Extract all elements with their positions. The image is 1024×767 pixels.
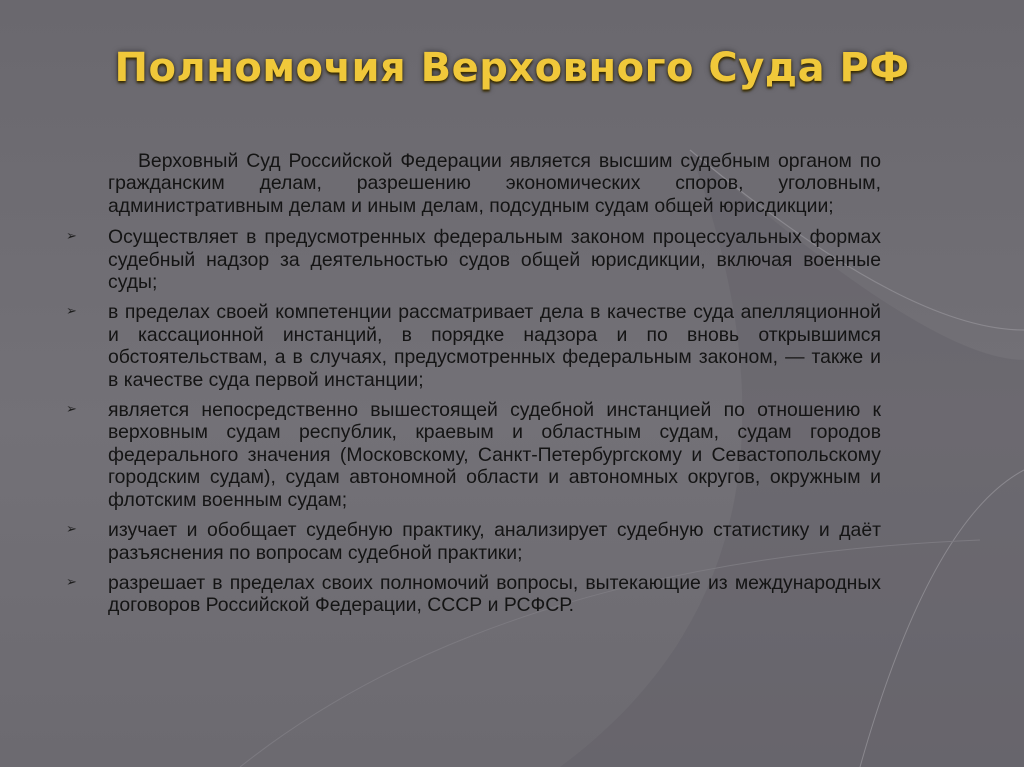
arrow-bullet-icon: ➢ [66,229,77,245]
slide-body [66,150,881,625]
list-item [66,519,881,564]
arrow-bullet-icon: ➢ [66,402,77,418]
list-item [66,572,881,617]
list-item [66,226,881,293]
arrow-bullet-icon: ➢ [66,522,77,538]
list-item [66,399,881,511]
list-item-text: разрешает в пределах своих полномочий вопросы, вытекающие из международных договоров Российской Федерации, СССР и РСФСР. [108,571,881,617]
list-item-text: является непосредственно вышестоящей судебной инстанцией по отношению к верховным судам республик, краевым и областным судам, судам городов федерального значения (Московскому, Санкт-Петербургскому и Севастопольскому городским судам), судам автономной области и автономных округов, окружным и флотским военным судам; [108,399,881,511]
arrow-bullet-icon: ➢ [66,304,77,320]
intro-paragraph: Верховный Суд Российской Федерации является высшим судебным органом по гражданским делам, разрешению экономических споров, уголовным, административным делам и иным делам, подсудным судам общей юрисдикции; [108,150,881,217]
list-item-text: Осуществляет в предусмотренных федеральным законом процессуальных формах судебный надзор за деятельностью судов общей юрисдикции, включая военные суды; [108,226,881,294]
list-item-text: в пределах своей компетенции рассматривает дела в качестве суда апелляционной и кассационной инстанций, в порядке надзора и по вновь открывшимся обстоятельствам, а в случаях, предусмотренных федеральным законом, — также и в качестве суда первой инстанции; [108,301,881,391]
points-list [66,226,881,617]
arrow-bullet-icon: ➢ [66,574,77,590]
list-item [66,301,881,391]
slide-title: Полномочия Верховного Суда РФ [114,45,910,91]
list-item-text: изучает и обобщает судебную практику, анализирует судебную статистику и даёт разъяснения по вопросам судебной практики; [108,519,881,564]
